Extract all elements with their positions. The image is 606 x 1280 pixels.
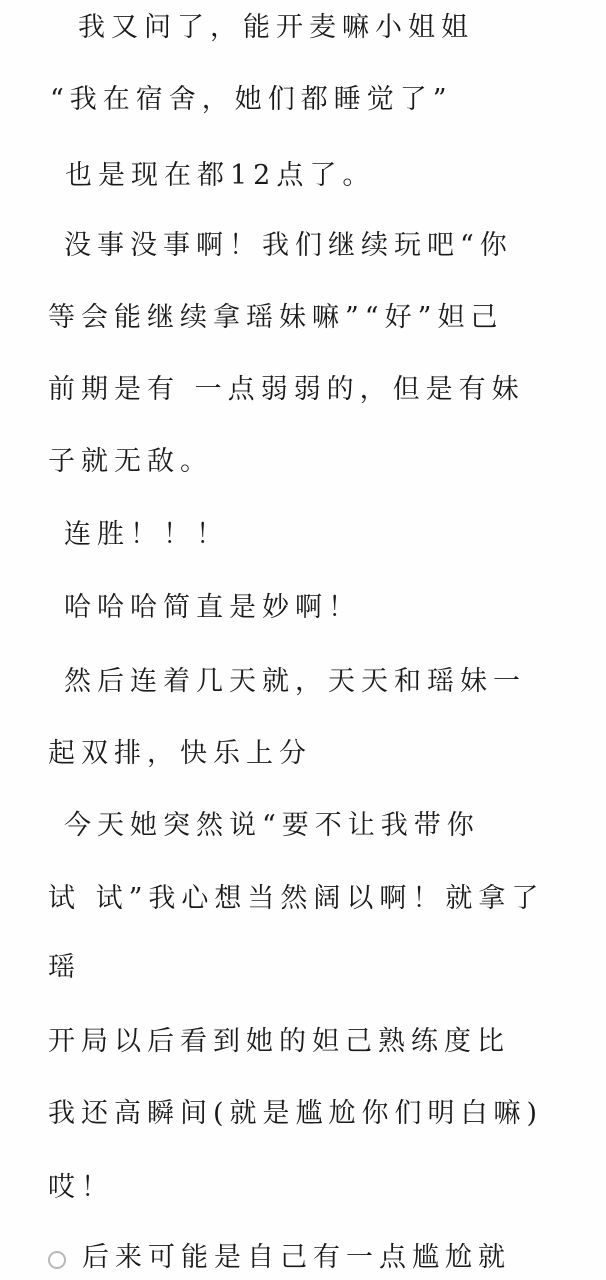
note-line-14: 瑶: [48, 952, 81, 983]
note-line-16: 我还高瞬间(就是尴尬你们明白嘛): [48, 1098, 544, 1129]
note-line-1: 我又问了，能开麦嘛小姐姐: [78, 12, 474, 43]
note-line-5: 等会能继续拿瑶妹嘛”“好”妲己: [48, 302, 504, 333]
note-line-10: 然后连着几天就，天天和瑶妹一: [64, 666, 526, 697]
note-line-7: 子就无敌。: [48, 446, 213, 477]
note-line-15: 开局以后看到她的妲己熟练度比: [48, 1026, 510, 1057]
note-line-2: “我在宿舍，她们都睡觉了”: [50, 84, 453, 115]
note-line-9: 哈哈哈简直是妙啊！: [64, 592, 361, 623]
note-line-12: 今天她突然说“要不让我带你: [64, 810, 480, 841]
radio-circle-icon[interactable]: [48, 1251, 66, 1269]
note-line-17: 哎！: [48, 1172, 114, 1203]
note-line-13: 试 试”我心想当然阔以啊！就拿了: [48, 883, 545, 914]
note-line-8: 连胜！！！: [64, 519, 229, 550]
note-line-6: 前期是有 一点弱弱的，但是有妹: [48, 374, 525, 405]
note-line-11: 起双排，快乐上分: [48, 738, 312, 769]
note-line-4: 没事没事啊！我们继续玩吧“你: [64, 230, 513, 261]
note-line-3: 也是现在都12点了。: [65, 160, 376, 191]
note-line-18: 后来可能是自己有一点尴尬就: [82, 1242, 511, 1273]
